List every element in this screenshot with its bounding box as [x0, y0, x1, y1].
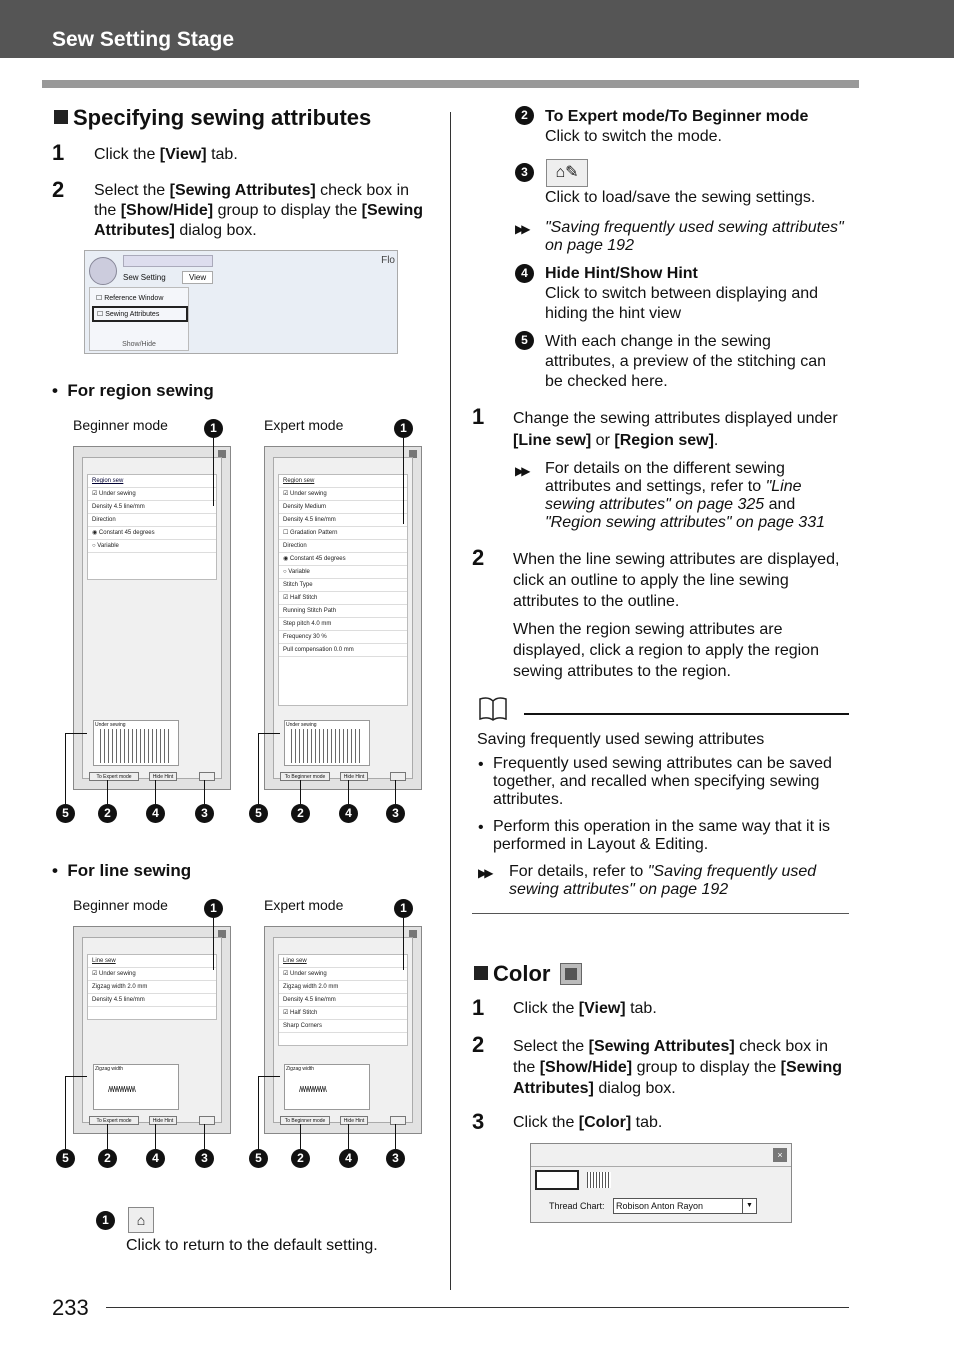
callout-3: 3: [195, 804, 214, 823]
step1-note: For details on the different sewing attributes and settings, refer to "Line sewing attributes" on page 325 and "Region sewing attributes" on page 331: [545, 460, 825, 531]
show-hide-group: [89, 287, 189, 351]
callout-5: 5: [515, 331, 534, 350]
under-sewing-checkbox[interactable]: ☑ Under sewing: [88, 488, 216, 501]
step-text: Click the [View] tab.: [513, 1000, 657, 1017]
callout-4: 4: [339, 804, 358, 823]
callout-2: 2: [98, 804, 117, 823]
callout-5: 5: [249, 1149, 268, 1168]
step-number: 1: [472, 404, 485, 429]
step-number: 2: [472, 1032, 485, 1057]
step2-p2: When the region sewing attributes are displayed, click a region to apply the region sewing attributes to the region.: [513, 621, 819, 680]
step-text: Click the [Color] tab.: [513, 1114, 663, 1131]
line-beginner-dialog: Line sew ☑ Under sewing Zigzag width 2.0 mm Density 4.5 line/mm Zigzag width /\/\/\/\/\/\/\/\/\/\/\ To Expert mode Hide Hint: [73, 926, 231, 1134]
callout-1: 1: [394, 899, 413, 918]
tab-sew-setting[interactable]: Sew Setting: [123, 273, 166, 282]
expert-label: Expert mode: [264, 417, 344, 433]
page-number: 233: [52, 1295, 89, 1320]
memo-ref: For details, refer to "Saving frequently used sewing attributes" on page 192: [509, 863, 817, 898]
callout-2: 2: [291, 804, 310, 823]
to-beginner-mode-button[interactable]: To Beginner mode: [280, 1116, 330, 1125]
callout-3: 3: [386, 804, 405, 823]
step-text: Select the [Sewing Attributes] check box in the [Show/Hide] group to display the [Sewing Attributes] dialog box.: [94, 182, 424, 239]
color-section-title: Color: [474, 961, 550, 987]
callout-5: 5: [56, 1149, 75, 1168]
step-number: 1: [472, 995, 485, 1020]
load-save-icon[interactable]: [199, 1116, 215, 1125]
memo-book-icon: [478, 696, 508, 722]
page-header: [0, 0, 954, 58]
callout-2: 2: [515, 106, 534, 125]
app-title: Flo: [381, 255, 395, 266]
to-expert-mode-button[interactable]: To Expert mode: [89, 772, 139, 781]
tab-view[interactable]: View: [182, 271, 213, 284]
thread-chart-label: Thread Chart:: [549, 1201, 605, 1211]
callout-1: 1: [394, 419, 413, 438]
region-expert-dialog: Region sew ☑ Under sewing Density Medium Density 4.5 line/mm ☐ Gradation Pattern Direction ◉ Constant 45 degrees ○ Variable Stitch Type ☑ Half Stitch Running Stitch Path Step pitch 4.0 mm Frequency 30 % Pull compensation 0.0 mm Under sewing To Beginner mode Hide Hint: [264, 446, 422, 790]
callout-4: 4: [339, 1149, 358, 1168]
stitch-preview: Zigzag width /\/\/\/\/\/\/\/\/\/\/\: [284, 1064, 370, 1110]
item3-desc: Click to load/save the sewing settings.: [545, 189, 816, 206]
ribbon-screenshot: [84, 250, 398, 354]
load-save-icon[interactable]: [390, 1116, 406, 1125]
reference-arrow-icon: ▶▶: [478, 866, 491, 880]
sewing-attributes-checkbox[interactable]: ☐ Sewing Attributes: [92, 306, 188, 322]
item2-title: To Expert mode/To Beginner mode: [545, 108, 809, 125]
load-save-icon[interactable]: [199, 772, 215, 781]
color-tab-icon: [560, 963, 582, 985]
stitch-preview: Under sewing: [284, 720, 370, 766]
callout-3: 3: [195, 1149, 214, 1168]
callout-2: 2: [291, 1149, 310, 1168]
step-number: 3: [472, 1109, 485, 1134]
beginner-label: Beginner mode: [73, 897, 168, 913]
hide-hint-button[interactable]: Hide Hint: [340, 1116, 368, 1125]
item2-desc: Click to switch the mode.: [545, 128, 722, 145]
reference-arrow-icon: ▶▶: [515, 464, 528, 478]
variable-radio[interactable]: ○ Variable: [88, 540, 216, 553]
close-icon[interactable]: ×: [773, 1148, 787, 1162]
stitch-tab[interactable]: [587, 1172, 611, 1188]
beginner-label: Beginner mode: [73, 417, 168, 433]
step2-p1: When the line sewing attributes are displayed, click an outline to apply the line sewing attributes to the outline.: [513, 551, 840, 610]
memo-bullet: Frequently used sewing attributes can be saved together, and recalled when specifying sewing attributes.: [493, 755, 832, 808]
region-beginner-dialog: Region sew ☑ Under sewing Density 4.5 line/mm Direction ◉ Constant 45 degrees ○ Variable Under sewing To Expert mode Hide Hint: [73, 446, 231, 790]
callout-4: 4: [146, 1149, 165, 1168]
hide-hint-button[interactable]: Hide Hint: [340, 772, 368, 781]
ribbon-tabs: [123, 273, 213, 282]
stitch-preview: Under sewing: [93, 720, 179, 766]
color-dialog-screenshot: [530, 1143, 792, 1223]
thread-chart-select[interactable]: Robison Anton Rayon ▼: [613, 1198, 757, 1214]
group-label: Show/Hide: [122, 341, 156, 348]
callout-1: 1: [204, 419, 223, 438]
memo-bullet: Perform this operation in the same way that it is performed in Layout & Editing.: [493, 818, 831, 853]
column-divider: [450, 112, 451, 1290]
item5-desc: With each change in the sewing attributes, a preview of the stitching can be checked here.: [545, 333, 827, 390]
app-button-icon[interactable]: [89, 257, 117, 285]
region-sew-title: Region sew: [88, 475, 216, 488]
step-text: Select the [Sewing Attributes] check box in the [Show/Hide] group to display the [Sewing Attributes] dialog box.: [513, 1038, 843, 1097]
top-rule: [42, 80, 859, 88]
callout-5: 5: [56, 804, 75, 823]
callout-3: 3: [515, 163, 534, 182]
step-number: 2: [472, 545, 485, 570]
load-save-icon[interactable]: [390, 772, 406, 781]
to-expert-mode-button[interactable]: To Expert mode: [89, 1116, 139, 1125]
callout-1: 1: [96, 1211, 115, 1230]
hide-hint-button[interactable]: Hide Hint: [149, 772, 177, 781]
item1-description: Click to return to the default setting.: [126, 1237, 378, 1254]
callout-2: 2: [98, 1149, 117, 1168]
header-title: Sew Setting Stage: [52, 28, 235, 51]
memo-title: Saving frequently used sewing attributes: [477, 731, 765, 748]
footer-rule: [106, 1307, 849, 1308]
callout-4: 4: [146, 804, 165, 823]
callout-4: 4: [515, 264, 534, 283]
step-number: 2: [52, 177, 65, 202]
stitch-preview: Zigzag width /\/\/\/\/\/\/\/\/\/\/\: [93, 1064, 179, 1110]
section-title: Specifying sewing attributes: [54, 105, 371, 131]
chevron-down-icon[interactable]: ▼: [742, 1199, 756, 1213]
reference-window-checkbox[interactable]: ☐ Reference Window: [96, 295, 164, 302]
region-heading: • For region sewing: [52, 381, 214, 400]
callout-1: 1: [204, 899, 223, 918]
square-bullet-icon: [474, 966, 488, 980]
item4-title: Hide Hint/Show Hint: [545, 265, 698, 282]
step-text: Click the [View] tab.: [94, 146, 238, 163]
step-text: Change the sewing attributes displayed under [Line sew] or [Region sew].: [513, 410, 838, 449]
item3-ref: "Saving frequently used sewing attributes" on page 192: [545, 219, 844, 254]
reference-arrow-icon: ▶▶: [515, 222, 528, 236]
load-save-settings-icon: ⌂✎: [546, 159, 588, 187]
item4-desc: Click to switch between displaying and hiding the hint view: [545, 285, 819, 322]
expert-label: Expert mode: [264, 897, 344, 913]
constant-radio[interactable]: ◉ Constant 45 degrees: [88, 527, 216, 540]
to-beginner-mode-button[interactable]: To Beginner mode: [280, 772, 330, 781]
hide-hint-button[interactable]: Hide Hint: [149, 1116, 177, 1125]
line-expert-dialog: Line sew ☑ Under sewing Zigzag width 2.0 mm Density 4.5 line/mm ☑ Half Stitch Sharp Corners Zigzag width /\/\/\/\/\/\/\/\/\/\/\ To Beginner mode Hide Hint: [264, 926, 422, 1134]
square-bullet-icon: [54, 110, 68, 124]
callout-3: 3: [386, 1149, 405, 1168]
line-heading: • For line sewing: [52, 861, 192, 880]
default-setting-icon: ⌂: [128, 1207, 154, 1233]
step-number: 1: [52, 140, 65, 165]
quick-access-toolbar[interactable]: [123, 255, 213, 267]
callout-5: 5: [249, 804, 268, 823]
color-tab[interactable]: [535, 1170, 579, 1190]
